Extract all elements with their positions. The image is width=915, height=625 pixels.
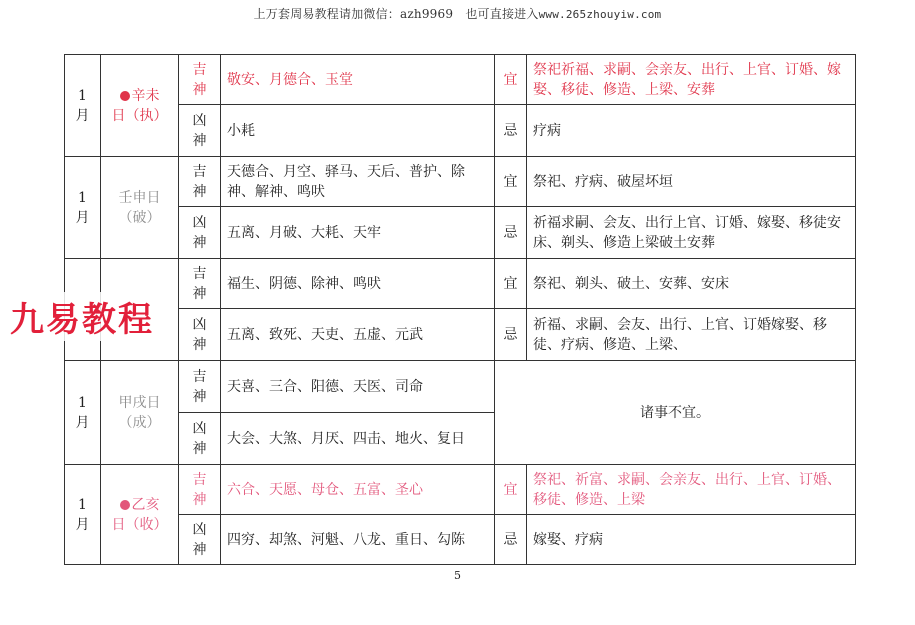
header-text: 上万套周易教程请加微信：azh9969 也可直接进入 bbox=[253, 7, 539, 21]
ji-shen-value: 福生、阴德、除神、鸣吠 bbox=[221, 259, 495, 309]
page-number: 5 bbox=[454, 569, 461, 582]
header-url[interactable]: www.265zhouyiw.com bbox=[538, 8, 662, 21]
xiong-shen-value: 大会、大煞、月厌、四击、地火、复日 bbox=[221, 413, 495, 465]
month-cell: 1 月 bbox=[65, 157, 101, 259]
ji-shen-label: 吉 神 bbox=[179, 55, 221, 105]
yi-value: 祭祀、疗病、破屋坏垣 bbox=[527, 157, 856, 207]
merged-advice-cell: 诸事不宜。 bbox=[495, 361, 856, 465]
ji-shen-label: 吉 神 bbox=[179, 465, 221, 515]
ji-shen-label: 吉 神 bbox=[179, 361, 221, 413]
table-row bbox=[65, 259, 856, 309]
page-header bbox=[0, 5, 915, 22]
xiong-shen-value: 小耗 bbox=[221, 105, 495, 157]
auspicious-dot-icon bbox=[120, 91, 130, 101]
xiong-shen-value: 五离、致死、天吏、五虚、元武 bbox=[221, 309, 495, 361]
month-cell: 1 月 bbox=[65, 55, 101, 157]
day-cell: 甲戌日 （成） bbox=[101, 361, 179, 465]
table-row bbox=[65, 55, 856, 105]
ji-value: 疗病 bbox=[527, 105, 856, 157]
auspicious-dot-icon bbox=[120, 500, 130, 510]
table-row bbox=[65, 157, 856, 207]
xiong-shen-label: 凶 神 bbox=[179, 207, 221, 259]
table-row bbox=[65, 515, 856, 565]
almanac-table bbox=[64, 54, 856, 565]
table-row bbox=[65, 105, 856, 157]
watermark-logo: 九易教程 bbox=[10, 292, 154, 341]
table-row bbox=[65, 361, 856, 413]
ji-label: 忌 bbox=[495, 105, 527, 157]
table-row bbox=[65, 465, 856, 515]
xiong-shen-value: 四穷、却煞、河魁、八龙、重日、勾陈 bbox=[221, 515, 495, 565]
yi-label: 宜 bbox=[495, 55, 527, 105]
table-row bbox=[65, 309, 856, 361]
ji-value: 祈福、求嗣、会友、出行、上官、订婚嫁娶、移徒、疗病、修造、上梁、 bbox=[527, 309, 856, 361]
xiong-shen-label: 凶 神 bbox=[179, 309, 221, 361]
ji-shen-value: 天德合、月空、驿马、天后、普护、除神、解神、鸣吠 bbox=[221, 157, 495, 207]
yi-value: 祭祀、祈富、求嗣、会亲友、出行、上官、订婚、移徒、修造、上梁 bbox=[527, 465, 856, 515]
ji-shen-value: 天喜、三合、阳德、天医、司命 bbox=[221, 361, 495, 413]
day-cell: 辛未 日（执） bbox=[101, 55, 179, 157]
yi-value: 祭祀祈福、求嗣、会亲友、出行、上官、订婚、嫁娶、移徒、修造、上梁、安葬 bbox=[527, 55, 856, 105]
ji-label: 忌 bbox=[495, 207, 527, 259]
xiong-shen-label: 凶 神 bbox=[179, 413, 221, 465]
ji-shen-label: 吉 神 bbox=[179, 157, 221, 207]
ji-shen-value: 六合、天愿、母仓、五富、圣心 bbox=[221, 465, 495, 515]
yi-label: 宜 bbox=[495, 259, 527, 309]
ji-value: 嫁娶、疗病 bbox=[527, 515, 856, 565]
yi-label: 宜 bbox=[495, 157, 527, 207]
ji-value: 祈福求嗣、会友、出行上官、订婚、嫁娶、移徒安床、剃头、修造上梁破土安葬 bbox=[527, 207, 856, 259]
day-cell: 乙亥 日（收） bbox=[101, 465, 179, 565]
table-row bbox=[65, 207, 856, 259]
ji-label: 忌 bbox=[495, 309, 527, 361]
month-cell: 1 月 bbox=[65, 465, 101, 565]
ji-label: 忌 bbox=[495, 515, 527, 565]
day-cell: 壬申日 （破） bbox=[101, 157, 179, 259]
yi-value: 祭祀、剃头、破土、安葬、安床 bbox=[527, 259, 856, 309]
xiong-shen-label: 凶 神 bbox=[179, 105, 221, 157]
yi-label: 宜 bbox=[495, 465, 527, 515]
xiong-shen-value: 五离、月破、大耗、天牢 bbox=[221, 207, 495, 259]
ji-shen-value: 敬安、月德合、玉堂 bbox=[221, 55, 495, 105]
ji-shen-label: 吉 神 bbox=[179, 259, 221, 309]
month-cell: 1 月 bbox=[65, 361, 101, 465]
xiong-shen-label: 凶 神 bbox=[179, 515, 221, 565]
